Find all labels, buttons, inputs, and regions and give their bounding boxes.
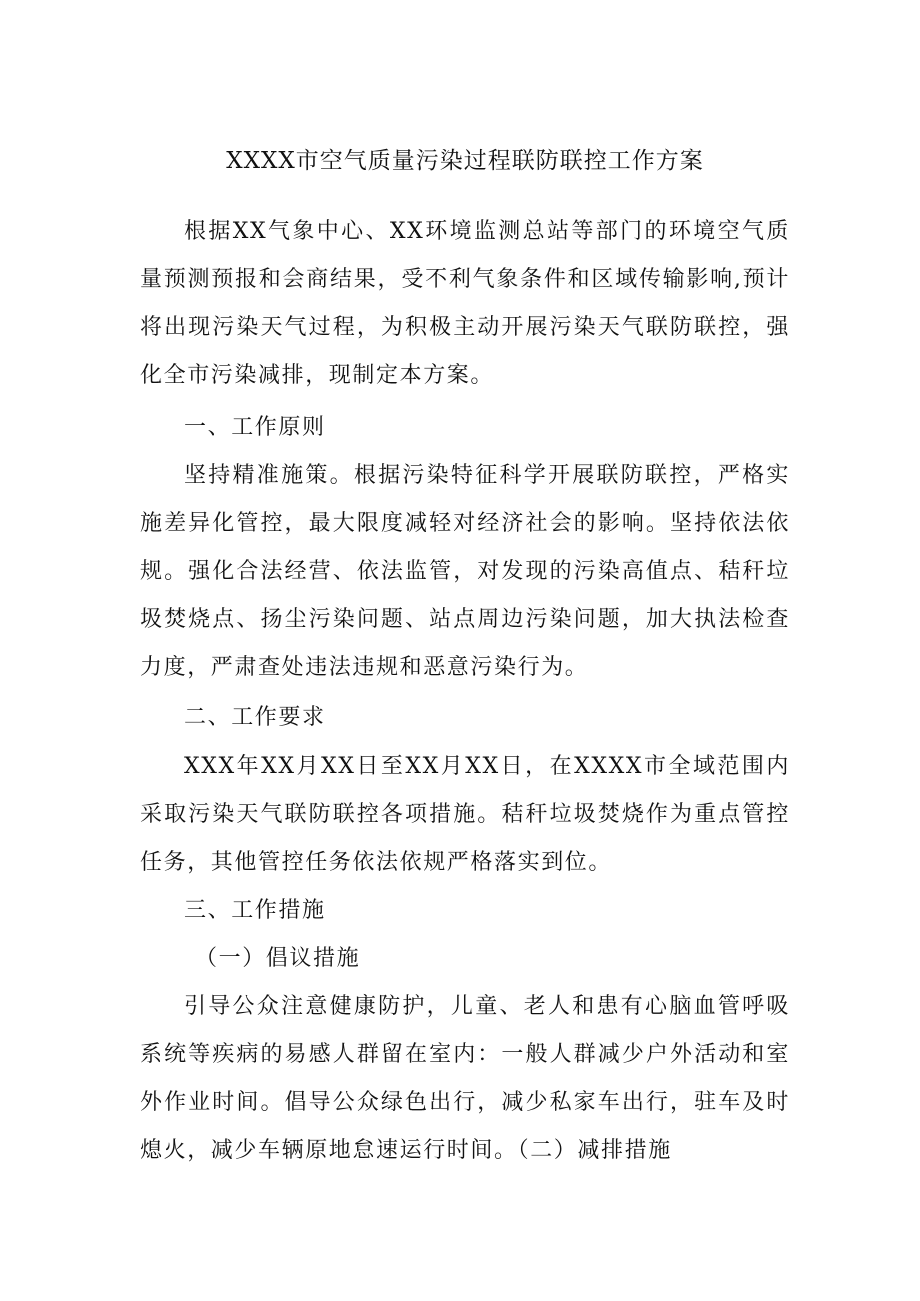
section-heading-measures: 三、工作措施 (184, 898, 326, 923)
section-body-principles: 坚持精准施策。根据污染特征科学开展联防联控，严格实施差异化管控，最大限度减轻对经济社会的影响。坚持依法依规。强化合法经营、依法监管，对发现的污染高值点、秸秆垃圾焚烧点、扬尘污染问题、站点周边污染问题，加大执法检查力度，严肃查处违法违规和恶意污染行为。 (140, 463, 790, 680)
intro-paragraph: 根据XX气象中心、XX环境监测总站等部门的环境空气质量预测预报和会商结果，受不利气象条件和区域传输影响,预计将出现污染天气过程，为积极主动开展污染天气联防联控，强化全市污染减排，现制定本方案。 (140, 219, 790, 388)
section-heading-requirements: 二、工作要求 (184, 705, 326, 730)
section-body-requirements: XXX年XX月XX日至XX月XX日，在XXXX市全域范围内采取污染天气联防联控各项措施。秸秆垃圾焚烧作为重点管控任务，其他管控任务依法依规严格落实到位。 (140, 754, 790, 875)
document-title: XXXX市空气质量污染过程联防联控工作方案 (226, 148, 704, 174)
section-body-measures: 引导公众注意健康防护，儿童、老人和患有心脑血管呼吸系统等疾病的易感人群留在室内：一般人群减少户外活动和室外作业时间。倡导公众绿色出行，减少私家车出行，驻车及时熄火，减少车辆原地怠速运行时间。（二）减排措施 (140, 994, 790, 1163)
section-heading-principles: 一、工作原则 (184, 415, 326, 440)
subsection-heading-advocacy: （一）倡议措施 (195, 946, 361, 971)
